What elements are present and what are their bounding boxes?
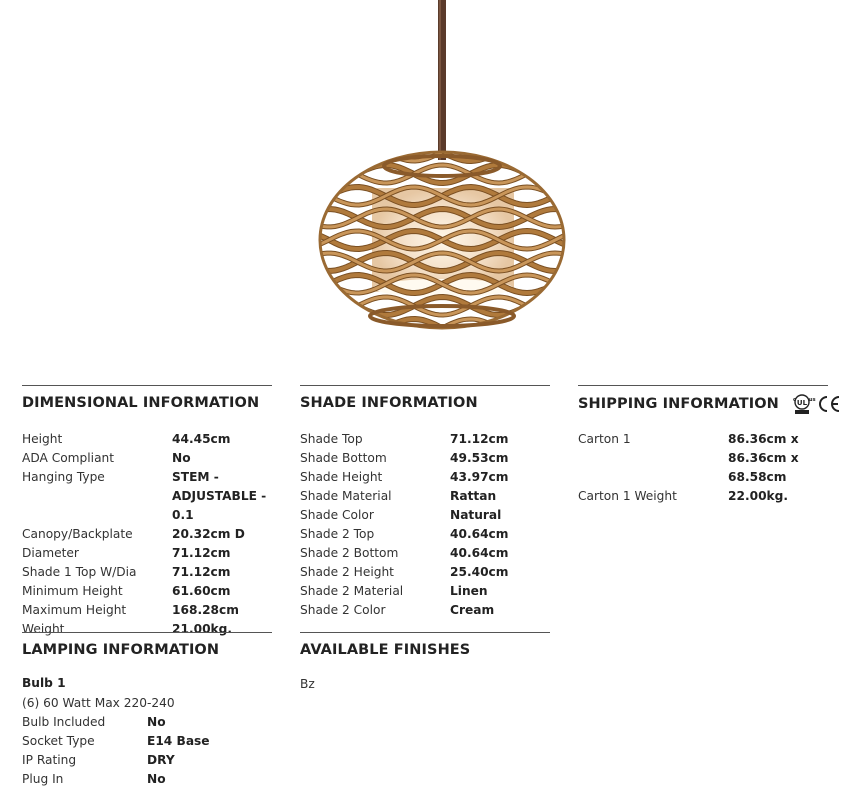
spec-row — [300, 582, 570, 601]
spec-value: 71.12cm — [450, 432, 509, 446]
spec-row — [300, 487, 570, 506]
section-title-text: SHIPPING INFORMATION — [578, 396, 779, 412]
spec-value: 40.64cm — [450, 546, 509, 560]
spec-label: Weight — [22, 622, 65, 636]
spec-label: Hanging Type — [22, 470, 105, 484]
spec-row — [22, 601, 292, 620]
spec-label: Socket Type — [22, 734, 95, 748]
spec-value: No — [147, 715, 166, 729]
svg-text:UL: UL — [796, 399, 808, 407]
spec-value: 71.12cm — [172, 565, 231, 579]
spec-value: 25.40cm — [450, 565, 509, 579]
svg-text:c: c — [793, 397, 797, 403]
spec-label: Shade 1 Top W/Dia — [22, 565, 137, 579]
section-title — [578, 393, 858, 413]
spec-row — [300, 506, 570, 525]
spec-value: No — [172, 451, 191, 465]
spec-label: Shade 2 Material — [300, 584, 404, 598]
spec-label: Carton 1 — [578, 432, 631, 446]
spec-value: Rattan — [450, 489, 497, 503]
spec-row — [300, 430, 570, 449]
spec-value: 86.36cm x 86.36cm x 68.58cm — [728, 432, 799, 484]
spec-row — [22, 732, 292, 751]
section-divider — [300, 385, 550, 386]
spec-value: 40.64cm — [450, 527, 509, 541]
spec-label: Carton 1 Weight — [578, 489, 677, 503]
spec-value: Cream — [450, 603, 495, 617]
spec-label: Shade 2 Color — [300, 603, 386, 617]
spec-label: Minimum Height — [22, 584, 123, 598]
bulb-description: (6) 60 Watt Max 220-240 — [22, 696, 175, 710]
spec-row — [22, 468, 292, 525]
section-title: DIMENSIONAL INFORMATION — [22, 395, 260, 411]
bulb-title: Bulb 1 — [22, 676, 66, 690]
spec-row — [22, 430, 292, 449]
spec-label: ADA Compliant — [22, 451, 115, 465]
spec-row — [300, 601, 570, 620]
spec-row — [22, 751, 292, 770]
section-divider — [300, 632, 550, 633]
spec-value: 43.97cm — [450, 470, 509, 484]
lamping-section — [22, 632, 292, 789]
spec-label: Shade Color — [300, 508, 374, 522]
section-divider — [578, 385, 828, 386]
svg-text:us: us — [809, 397, 816, 403]
spec-label: Shade Material — [300, 489, 392, 503]
spec-value: E14 Base — [147, 734, 210, 748]
spec-value: 71.12cm — [172, 546, 231, 560]
section-divider — [22, 632, 272, 633]
spec-label: Plug In — [22, 772, 64, 786]
spec-label: Shade 2 Height — [300, 565, 394, 579]
spec-label: Diameter — [22, 546, 79, 560]
spec-row — [22, 563, 292, 582]
spec-value: DRY — [147, 753, 175, 767]
spec-label: Shade 2 Top — [300, 527, 375, 541]
spec-row — [22, 525, 292, 544]
spec-value: 22.00kg. — [728, 489, 789, 503]
spec-label: Canopy/Backplate — [22, 527, 133, 541]
spec-value: 44.45cm — [172, 432, 231, 446]
spec-row — [22, 544, 292, 563]
spec-value: 49.53cm — [450, 451, 509, 465]
spec-label: Height — [22, 432, 63, 446]
spec-value: 168.28cm — [172, 603, 239, 617]
spec-label: Bulb Included — [22, 715, 106, 729]
spec-row — [22, 713, 292, 732]
spec-row — [22, 582, 292, 601]
spec-value: 20.32cm D — [172, 527, 245, 541]
finishes-section — [300, 632, 570, 694]
spec-value: No — [147, 772, 166, 786]
section-title: LAMPING INFORMATION — [22, 642, 220, 658]
spec-row — [22, 449, 292, 468]
spec-row — [22, 770, 292, 789]
product-image — [0, 0, 864, 350]
spec-row — [300, 468, 570, 487]
spec-row — [300, 563, 570, 582]
spec-value: Linen — [450, 584, 488, 598]
section-title: AVAILABLE FINISHES — [300, 642, 471, 658]
spec-value: Natural — [450, 508, 502, 522]
spec-label: Shade Top — [300, 432, 363, 446]
finish-item: Bz — [300, 677, 315, 691]
spec-label: Shade Height — [300, 470, 383, 484]
shade-section — [300, 385, 570, 620]
spec-label: Maximum Height — [22, 603, 127, 617]
spec-row — [578, 430, 858, 487]
spec-row — [578, 487, 858, 506]
spec-row — [300, 544, 570, 563]
section-divider — [22, 385, 272, 386]
spec-label: Shade Bottom — [300, 451, 387, 465]
shipping-section — [578, 385, 858, 506]
spec-label: IP Rating — [22, 753, 77, 767]
spec-row — [300, 449, 570, 468]
ul-listed-icon — [790, 393, 816, 415]
spec-value: 61.60cm — [172, 584, 231, 598]
spec-value: STEM - ADJUSTABLE - 0.1 — [172, 470, 267, 522]
spec-row — [300, 525, 570, 544]
spec-label: Shade 2 Bottom — [300, 546, 399, 560]
ce-mark-icon — [816, 393, 842, 415]
dimensional-section — [22, 385, 292, 639]
spec-value: 21.00kg. — [172, 622, 233, 636]
section-title: SHADE INFORMATION — [300, 395, 478, 411]
